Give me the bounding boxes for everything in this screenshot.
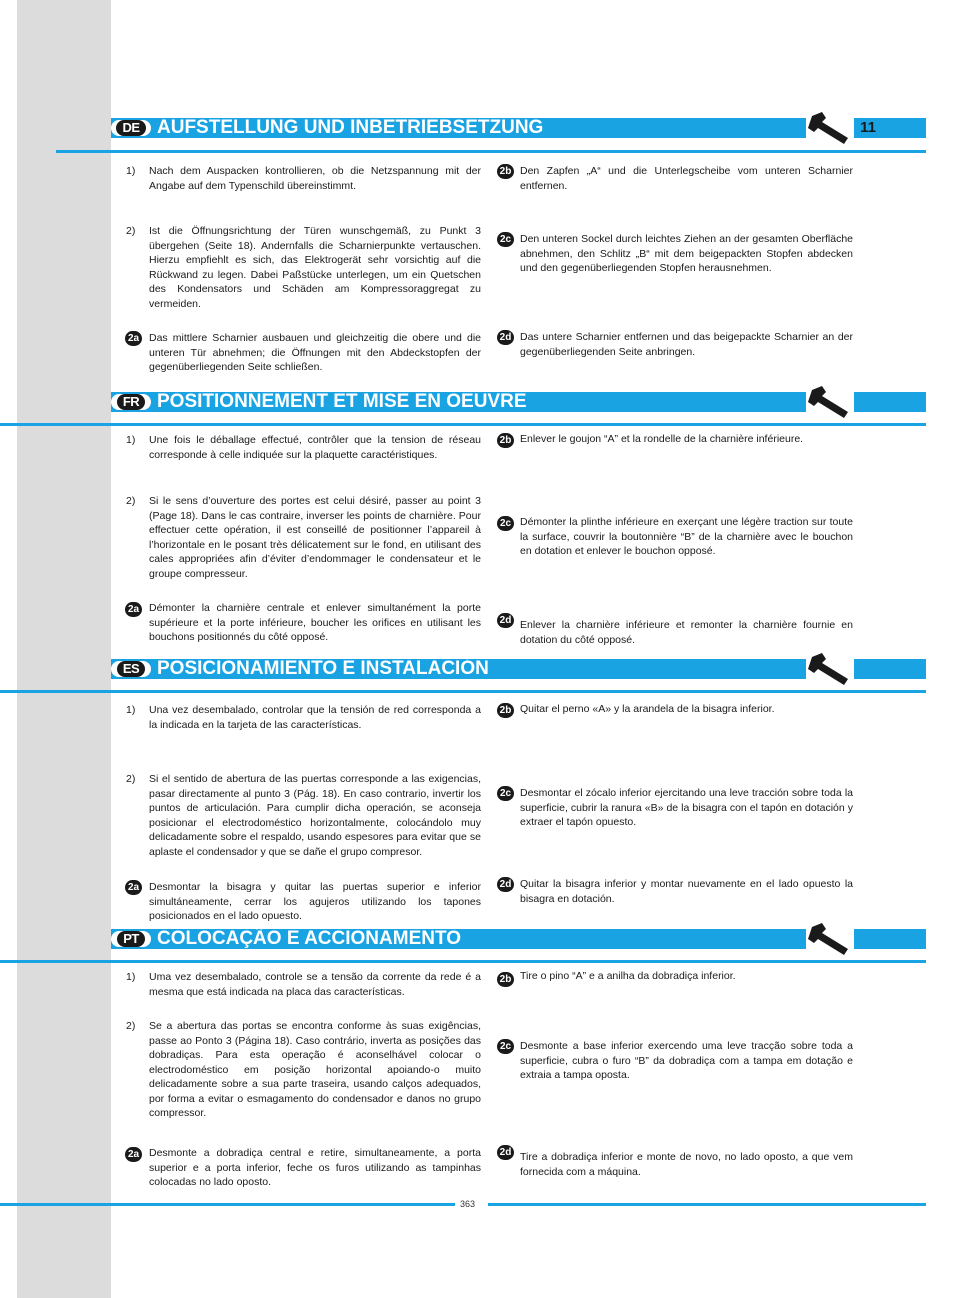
wrench-icon <box>806 380 854 424</box>
step-label: 1) <box>126 971 136 983</box>
step-text: Se a abertura das portas se encontra conforme às suas exigências, passe ao Ponto 3 (Página 18). Caso contrário, inverta as posições das dobradiças. Para esta operação é aconselhável colocar o electrodoméstico em posição horizontal apoiando-o muito delicadamente sobre a sua parte traseira, usando calços adequados, por forma a evitar o esmagamento do condensador e danos no grupo compressor. <box>149 1020 481 1119</box>
step-badge: 2a <box>125 1147 142 1162</box>
divider-line <box>0 960 926 963</box>
step-badge: 2b <box>497 164 514 179</box>
step-badge: 2d <box>497 1145 514 1160</box>
step-text: Enlever la charnière inférieure et remonter la charnière fournie en dotation du côté opposé. <box>520 619 853 646</box>
divider-line <box>0 690 926 693</box>
step-badge: 2b <box>497 703 514 718</box>
section-title-fr: POSITIONNEMENT ET MISE EN OEUVRE <box>157 391 527 412</box>
step-text: Quitar la bisagra inferior y montar nuevamente en el lado opuesto la bisagra en dotación. <box>520 878 853 905</box>
step-text: Ist die Öffnungsrichtung der Türen wunschgemäß, zu Punkt 3 übergehen (Seite 18). Andernfalls die Scharnierpunkte vertauschen. Hierzu empfiehlt es sich, das Elektrogerät sehr vorsichtig auf die Rückwand zu legen. Dabei Paßstücke unterlegen, um ein Quetschen des Kondensators und Schäden am Kompressoraggregat zu vermeiden. <box>149 225 481 310</box>
step-label: 2) <box>126 773 136 785</box>
step-text: Das untere Scharnier entfernen und das beigepackte Scharnier an der gegenüberliegenden Seite anbringen. <box>520 331 853 358</box>
step-text: Une fois le déballage effectué, contrôler que la tension de réseau corresponde à celle indiquée sur la plaquette caractéristiques. <box>149 434 481 461</box>
step-label: 2) <box>126 1020 136 1032</box>
step-badge: 2c <box>497 232 514 247</box>
step-badge: 2d <box>497 613 514 628</box>
step-text: Den Zapfen „A“ und die Unterlegscheibe vom unteren Scharnier entfernen. <box>520 165 853 192</box>
section-header-fr <box>111 392 926 412</box>
section-title-es: POSICIONAMIENTO E INSTALACIÓN <box>157 658 489 679</box>
step-badge: 2c <box>497 516 514 531</box>
step-text: Den unteren Sockel durch leichtes Ziehen an der gesamten Oberfläche abnehmen, den Schlitz „B“ mit dem beigepackten Stopfen abdecken und den gegenüberliegenden Stopfen herausnehmen. <box>520 233 853 274</box>
wrench-icon <box>806 917 854 961</box>
lang-badge-pt: PT <box>111 931 151 947</box>
step-text: Démonter la plinthe inférieure en exerçant une légère traction sur toute la surface, couvrir la boutonnière “B” de la charnière avec le bouchon en dotation et enlever le bouchon opposé. <box>520 516 853 557</box>
page-number: 11 <box>860 119 876 136</box>
step-text: Desmonte a dobradiça central e retire, simultaneamente, a porta superior e a porta inferior, feche os furos utilizando as tampinhas colocadas no lado oposto. <box>149 1147 481 1188</box>
divider-line <box>56 150 926 153</box>
step-badge: 2b <box>497 972 514 987</box>
step-text: Uma vez desembalado, controle se a tensão da corrente da rede é a mesma que está indicada na placa das características. <box>149 971 481 998</box>
step-badge: 2a <box>125 602 142 617</box>
lang-badge-de: DE <box>111 120 151 136</box>
lang-badge-fr: FR <box>111 394 151 410</box>
left-margin-strip <box>17 0 111 1298</box>
lang-badge-es: ES <box>111 661 151 677</box>
footer-page-number: 363 <box>460 1199 476 1209</box>
step-label: 1) <box>126 704 136 716</box>
step-label: 1) <box>126 434 136 446</box>
step-text: Si el sentido de abertura de las puertas corresponde a las exigencias, pasar directamente al punto 3 (Pág. 18). En caso contrario, invertir los puntos de articulación. Para cumplir dicha operación, se aconseja posicionar el electrodoméstico horizontalmente, colocándolo muy delicadamente sobre el respaldo, usando espesores para evitar que se aplaste el condensador y que se dañe el grupo compresor. <box>149 773 481 858</box>
footer-line-right <box>488 1203 926 1206</box>
step-badge: 2d <box>497 330 514 345</box>
step-text: Nach dem Auspacken kontrollieren, ob die Netzspannung mit der Angabe auf dem Typenschild übereinstimmt. <box>149 165 481 192</box>
step-text: Una vez desembalado, controlar que la tensión de red corresponda a la indicada en la tarjeta de las características. <box>149 704 481 731</box>
step-text: Desmontar la bisagra y quitar las puertas superior e inferior simultáneamente, cerrar los agujeros utilizando los tapones posicionados en el lado opuesto. <box>149 881 481 922</box>
step-text: Enlever le goujon “A” et la rondelle de la charnière inférieure. <box>520 433 804 445</box>
divider-line <box>0 423 926 426</box>
step-badge: 2b <box>497 433 514 448</box>
section-title-de: AUFSTELLUNG UND INBETRIEBSETZUNG <box>157 117 544 138</box>
step-text: Tire o pino “A” e a anilha da dobradiça inferior. <box>520 970 736 982</box>
section-header-de <box>111 118 926 138</box>
step-label: 1) <box>126 165 136 177</box>
step-badge: 2a <box>125 331 142 346</box>
step-badge: 2c <box>497 1039 514 1054</box>
wrench-icon <box>806 106 854 150</box>
step-text: Tire a dobradiça inferior e monte de novo, no lado oposto, a que vem fornecida com a máquina. <box>520 1151 853 1178</box>
section-header-pt <box>111 929 926 949</box>
step-text: Démonter la charnière centrale et enlever simultanément la porte supérieure et la porte inférieure, boucher les orifices en utilisant les bouchons positionnés du côté opposé. <box>149 602 481 643</box>
step-label: 2) <box>126 225 136 237</box>
wrench-icon <box>806 647 854 691</box>
footer-line-left <box>0 1203 455 1206</box>
section-title-pt: COLOCAÇÃO E ACCIONAMENTO <box>157 928 461 949</box>
section-header-es <box>111 659 926 679</box>
step-label: 2) <box>126 495 136 507</box>
step-text: Desmontar el zócalo inferior ejercitando una leve tracción sobre toda la superficie, cubrir la ranura «B» de la bisagra con el tapón en dotación y extraer el tapón opuesto. <box>520 787 853 828</box>
step-text: Desmonte a base inferior exercendo uma leve tracção sobre toda a superficie, cubra o furo “B” da dobradiça com a tampa em dotação e extraia a tampa oposta. <box>520 1040 853 1081</box>
step-text: Si le sens d’ouverture des portes est celui désiré, passer au point 3 (Page 18). Dans le cas contraire, inverser les points de charnière. Pour effectuer cette opération, il est conseillé de positionner l’appareil à l’horizontale en le posant très délicatement sur le fond, en utilisant des cales appropriées afin d’éviter d’endommager le condensateur et le groupe compresseur. <box>149 495 481 580</box>
step-text: Das mittlere Scharnier ausbauen und gleichzeitig die obere und die unteren Tür abnehmen; die Öffnungen mit den Abdeckstopfen der gegenüberliegenden Seite schließen. <box>149 332 481 373</box>
step-badge: 2d <box>497 877 514 892</box>
step-badge: 2c <box>497 786 514 801</box>
step-badge: 2a <box>125 880 142 895</box>
step-text: Quitar el perno «A» y la arandela de la bisagra inferior. <box>520 703 775 715</box>
